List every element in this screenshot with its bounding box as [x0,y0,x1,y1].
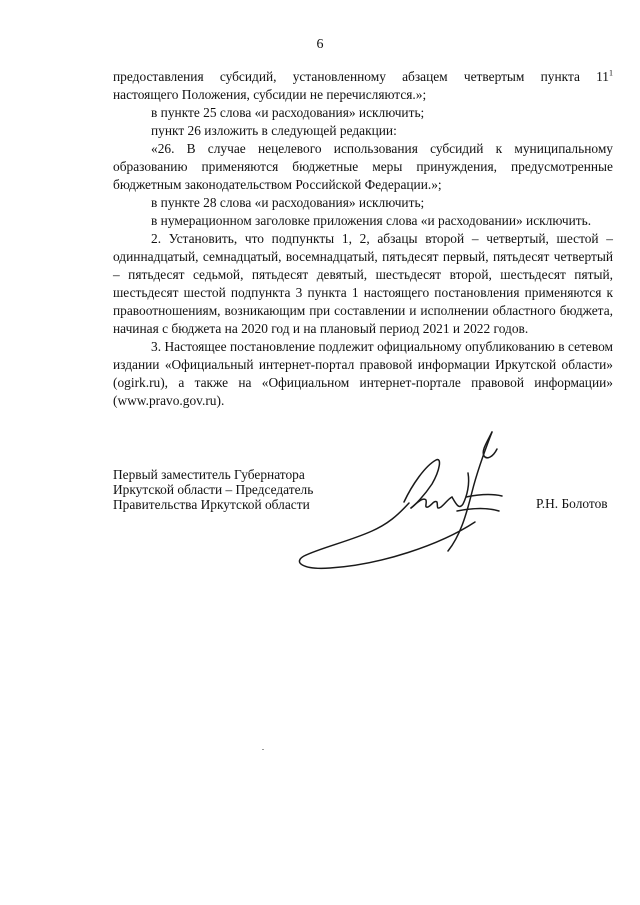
superscript: 1 [609,68,613,78]
paragraph: пункт 26 изложить в следующей редакции: [151,123,397,138]
paragraph: «26. В случае нецелевого использования субсидий к муниципальному образованию применяются бюджетные меры принуждения, предусмотренные бюджетным законодательством Российской Федерации.»; [113,141,613,192]
paragraph: в пункте 25 слова «и расходования» исключить; [151,105,425,120]
position-line: Правительства Иркутской области [113,497,310,512]
paragraph: в нумерационном заголовке приложения слова «и расходовании» исключить. [151,213,592,228]
paragraph: предоставления субсидий, установленному абзацем четвертым пункта $11^1$ [113,68,613,84]
position-line: Первый заместитель Губернатора [113,467,305,482]
paragraph: 2. Установить, что подпункты 1, 2, абзацы второй – четвертый, шестой – одиннадцатый, семнадцатый, восемнадцатый, пятьдесят первый, пятьдесят четвертый – пятьдесят седьмой, пятьдесят девятый, шестьдесят второй, шестьдесят пятый, шестьдесят шестой подпункта 3 пункта 1 настоящего постановления применяются к правоотношениям, возникающим при составлении и исполнении областного бюджета, начиная с бюджета на 2020 год и на плановый период 2021 и 2022 годов. [113,231,613,336]
page-number: 6 [316,37,324,52]
signer-name: Р.Н. Болотов [536,496,608,511]
scan-artifact [262,749,264,750]
paragraph: в пункте 28 слова «и расходования» исключить; [151,195,425,210]
position-line: Иркутской области – Председатель [113,482,314,497]
paragraph: 3. Настоящее постановление подлежит официальному опубликованию в сетевом издании «Официальный интернет-портал правовой информации Иркутской области» (ogirk.ru), а также на «Официальном интернет-портале правовой информации» (www.pravo.gov.ru). [113,339,613,408]
paragraph: настоящего Положения, субсидии не перечисляются.»; [113,87,427,102]
